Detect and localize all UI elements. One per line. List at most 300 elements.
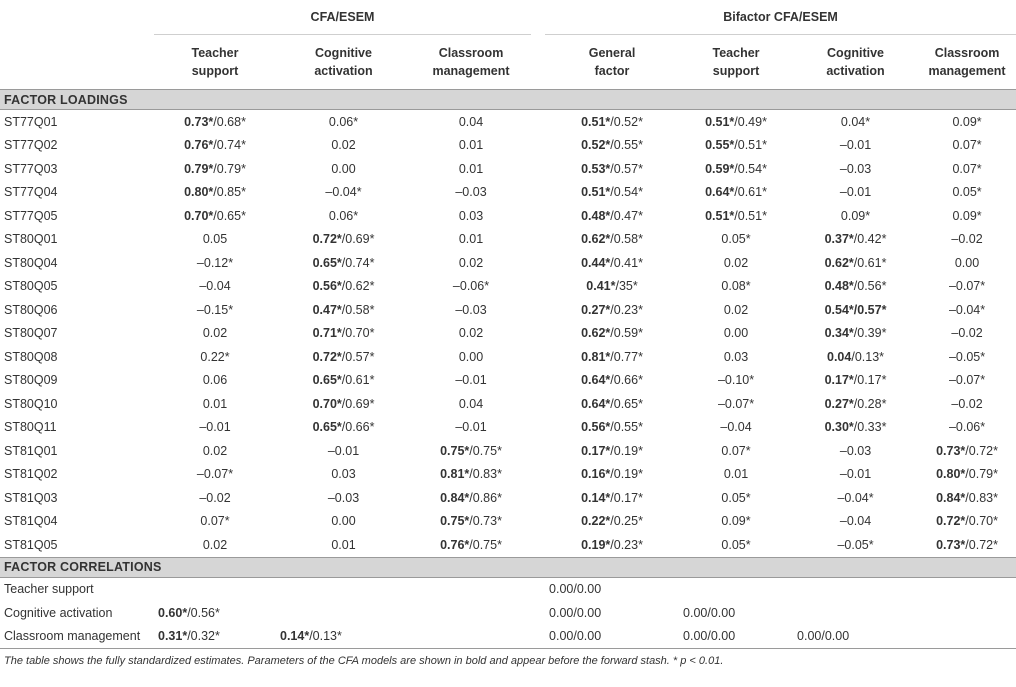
esem-value: 0.07* <box>200 514 230 529</box>
table-cell <box>679 416 793 440</box>
table-cell <box>918 204 1016 228</box>
table-row <box>0 439 1016 463</box>
table-cell <box>918 439 1016 463</box>
esem-value: /0.77* <box>610 349 643 364</box>
group-header-row <box>0 0 1016 35</box>
esem-value: 0.02 <box>202 537 228 552</box>
table-cell <box>411 486 531 510</box>
cfa-value: 0.17* <box>581 443 611 458</box>
table-cell <box>411 369 531 393</box>
column-header <box>276 35 411 90</box>
table-cell <box>154 298 276 322</box>
table-cell <box>276 204 411 228</box>
cfa-value: 0.80* <box>184 185 214 200</box>
table-cell <box>918 463 1016 487</box>
group-header-cfa-esem: CFA/ESEM <box>154 0 531 35</box>
esem-value: 0.01 <box>202 396 228 411</box>
table-row <box>0 416 1016 440</box>
cfa-value: 0.14* <box>581 490 611 505</box>
esem-value: /0.28* <box>853 396 887 411</box>
column-header <box>918 35 1016 90</box>
esem-value: /0.51* <box>734 138 767 153</box>
table-cell <box>276 134 411 158</box>
esem-value: /0.75* <box>469 443 502 458</box>
cfa-value: 0.72* <box>312 349 342 364</box>
table-cell <box>918 298 1016 322</box>
table-cell <box>793 110 918 134</box>
esem-value: –0.06* <box>948 420 986 435</box>
esem-value: /0.83* <box>965 490 998 505</box>
esem-value: 0.06* <box>328 208 359 223</box>
esem-value: –0.07* <box>948 279 986 294</box>
table-cell <box>918 134 1016 158</box>
column-header-line: Teacher <box>712 46 760 60</box>
cfa-value: 0.60* <box>158 605 188 620</box>
esem-value: –0.04 <box>839 514 872 529</box>
esem-value: /0.52* <box>610 114 643 129</box>
cfa-value: 0.81* <box>581 349 611 364</box>
cfa-value: 0.48* <box>824 279 854 294</box>
table-cell <box>918 345 1016 369</box>
table-cell <box>411 134 531 158</box>
esem-value: –0.12* <box>196 255 234 270</box>
table-cell <box>793 181 918 205</box>
table-cell <box>679 322 793 346</box>
table-cell <box>276 625 411 649</box>
row-label: ST80Q06 <box>4 302 58 317</box>
esem-value: 0.09* <box>952 114 982 129</box>
esem-value: 0.00/0.00 <box>549 629 602 644</box>
table-cell <box>154 134 276 158</box>
cfa-value: 0.72* <box>936 514 966 529</box>
factor-correlations-heading: FACTOR CORRELATIONS <box>0 557 1016 577</box>
table-cell <box>545 275 679 299</box>
cfa-value: 0.65* <box>312 420 342 435</box>
esem-value: /0.47* <box>610 208 643 223</box>
esem-value: 0.08* <box>721 279 751 294</box>
row-label: ST77Q03 <box>4 161 58 176</box>
table-cell <box>276 157 411 181</box>
cfa-value: 0.16* <box>581 467 611 482</box>
table-cell <box>793 298 918 322</box>
table-cell <box>545 369 679 393</box>
esem-value: /0.32* <box>187 629 220 644</box>
cfa-value: 0.54*/0.57* <box>824 302 887 317</box>
esem-value: 0.07* <box>721 443 751 458</box>
table-cell <box>679 510 793 534</box>
column-header <box>411 35 531 90</box>
table-cell <box>411 463 531 487</box>
esem-value: /0.61* <box>853 255 887 270</box>
cfa-value: 0.30* <box>824 420 854 435</box>
cfa-value: 0.56* <box>581 420 611 435</box>
esem-value: 0.00 <box>954 255 980 270</box>
table-cell <box>918 533 1016 557</box>
table-cell <box>918 228 1016 252</box>
table-cell <box>793 577 918 601</box>
table-cell <box>793 134 918 158</box>
table-cell <box>154 486 276 510</box>
column-header-line: Cognitive <box>315 46 372 60</box>
esem-value: /0.58* <box>341 302 375 317</box>
cfa-value: 0.70* <box>184 208 214 223</box>
esem-value: –0.01 <box>839 185 872 200</box>
esem-value: /0.57* <box>341 349 375 364</box>
table-cell <box>276 577 411 601</box>
esem-value: /0.55* <box>610 138 643 153</box>
table-cell <box>679 110 793 134</box>
esem-value: /0.69* <box>341 396 375 411</box>
esem-value: –0.04 <box>720 420 752 435</box>
esem-value: /0.70* <box>341 326 375 341</box>
footnote-p-value: < 0.01. <box>686 655 724 667</box>
table-cell <box>276 322 411 346</box>
esem-value: /0.66* <box>341 420 375 435</box>
esem-value: 0.03 <box>331 467 356 482</box>
esem-value: /0.59* <box>610 326 643 341</box>
table-cell <box>411 298 531 322</box>
esem-value: 0.04 <box>458 396 484 411</box>
row-label: ST77Q04 <box>4 185 58 200</box>
table-row <box>0 392 1016 416</box>
table-row <box>0 463 1016 487</box>
cfa-value: 0.79* <box>184 161 214 176</box>
table-cell <box>411 181 531 205</box>
esem-value: 0.06* <box>328 114 359 129</box>
esem-value: –0.04* <box>325 185 362 200</box>
column-header-line: Classroom <box>438 46 504 60</box>
table-cell <box>679 601 793 625</box>
table-cell <box>545 463 679 487</box>
esem-value: /0.17* <box>853 373 887 388</box>
esem-value: /0.86* <box>469 490 502 505</box>
cfa-value: 0.62* <box>581 232 611 247</box>
table-cell <box>276 533 411 557</box>
table-cell <box>276 392 411 416</box>
table-cell <box>276 298 411 322</box>
row-label: ST81Q01 <box>4 443 58 458</box>
cfa-value: 0.27* <box>824 396 854 411</box>
table-cell <box>154 110 276 134</box>
esem-value: –0.04 <box>199 279 231 294</box>
esem-value: –0.01 <box>839 138 872 153</box>
row-label: ST80Q01 <box>4 232 58 247</box>
table-cell <box>411 228 531 252</box>
table-cell <box>793 392 918 416</box>
esem-value: 0.02 <box>458 326 484 341</box>
footnote-p-symbol: p <box>680 655 687 667</box>
esem-value: 0.05* <box>721 537 751 552</box>
table-cell <box>411 251 531 275</box>
table-cell <box>793 625 918 649</box>
cfa-value: 0.55* <box>705 138 735 153</box>
cfa-value: 0.04 <box>827 349 852 364</box>
esem-value: /0.13* <box>309 629 342 644</box>
table-cell <box>276 439 411 463</box>
cfa-value: 0.81* <box>440 467 470 482</box>
esem-value: –0.10* <box>717 373 755 388</box>
column-header-line: management <box>432 64 510 78</box>
cfa-value: 0.73* <box>936 537 966 552</box>
esem-value: /0.57* <box>610 161 643 176</box>
cfa-value: 0.73* <box>184 114 214 129</box>
esem-value: 0.04* <box>840 114 871 129</box>
table-cell <box>276 369 411 393</box>
esem-value: /0.33* <box>853 420 887 435</box>
cfa-value: 0.65* <box>312 373 342 388</box>
table-cell <box>793 510 918 534</box>
table-row <box>0 486 1016 510</box>
table-cell <box>411 345 531 369</box>
group-header-bifactor: Bifactor CFA/ESEM <box>545 0 1016 35</box>
table-cell <box>154 392 276 416</box>
esem-value: 0.06 <box>202 373 228 388</box>
table-cell <box>793 251 918 275</box>
column-header-line: support <box>191 64 239 78</box>
table-cell <box>545 601 679 625</box>
row-label: Teacher support <box>4 582 94 597</box>
esem-value: 0.02 <box>331 138 356 153</box>
esem-value: /0.19* <box>610 443 643 458</box>
column-header-line: General <box>588 46 636 60</box>
cfa-value: 0.51* <box>705 208 735 223</box>
esem-value: /0.79* <box>965 467 998 482</box>
esem-value: /0.65* <box>610 396 643 411</box>
table-cell <box>918 275 1016 299</box>
esem-value: 0.09* <box>721 514 751 529</box>
esem-value: 0.00 <box>331 161 356 176</box>
table-cell <box>545 204 679 228</box>
esem-value: /0.79* <box>213 161 246 176</box>
table-cell <box>679 134 793 158</box>
table-row <box>0 369 1016 393</box>
esem-value: –0.07* <box>948 373 986 388</box>
table-cell <box>154 533 276 557</box>
table-cell <box>545 110 679 134</box>
esem-value: 0.01 <box>458 138 484 153</box>
column-header <box>793 35 918 90</box>
cfa-value: 0.41* <box>586 279 616 294</box>
column-header-line: support <box>712 64 760 78</box>
table-cell <box>411 110 531 134</box>
table-cell <box>545 577 679 601</box>
esem-value: /0.39* <box>853 326 887 341</box>
table-cell <box>793 345 918 369</box>
table-cell <box>545 157 679 181</box>
row-label: ST80Q05 <box>4 279 58 294</box>
table-cell <box>276 181 411 205</box>
cfa-value: 0.64* <box>581 373 611 388</box>
table-cell <box>154 510 276 534</box>
esem-value: 0.00 <box>458 349 484 364</box>
cfa-value: 0.31* <box>158 629 188 644</box>
table-cell <box>679 533 793 557</box>
esem-value: –0.07* <box>717 396 755 411</box>
esem-value: /0.23* <box>610 537 643 552</box>
table-cell <box>918 510 1016 534</box>
esem-value: 0.00/0.00 <box>549 605 602 620</box>
table-cell <box>679 439 793 463</box>
table-cell <box>276 601 411 625</box>
column-header-line: activation <box>314 64 373 78</box>
table-row <box>0 204 1016 228</box>
table-cell <box>276 228 411 252</box>
table-cell <box>545 392 679 416</box>
esem-value: 0.02 <box>458 255 484 270</box>
table-cell <box>154 463 276 487</box>
esem-value: /0.17* <box>610 490 643 505</box>
esem-value: –0.01 <box>839 467 872 482</box>
esem-value: /0.56* <box>853 279 887 294</box>
esem-value: 0.00 <box>723 326 749 341</box>
row-label: ST81Q02 <box>4 467 58 482</box>
esem-value: /0.66* <box>610 373 643 388</box>
factor-loadings-row <box>0 90 1016 110</box>
esem-value: 0.01 <box>331 537 356 552</box>
table-cell <box>545 439 679 463</box>
cfa-value: 0.71* <box>312 326 342 341</box>
table-cell <box>918 625 1016 649</box>
cfa-value: 0.62* <box>581 326 611 341</box>
cfa-value: 0.51* <box>581 114 611 129</box>
cfa-value: 0.84* <box>936 490 966 505</box>
esem-value: –0.03 <box>839 161 872 176</box>
esem-value: /0.56* <box>187 605 220 620</box>
table-row <box>0 322 1016 346</box>
table-cell <box>679 577 793 601</box>
table-cell <box>793 204 918 228</box>
row-label: ST77Q02 <box>4 138 58 153</box>
table-cell <box>918 416 1016 440</box>
table-cell <box>679 204 793 228</box>
table-row <box>0 625 1016 649</box>
column-header <box>545 35 679 90</box>
table-cell <box>793 275 918 299</box>
cfa-value: 0.37* <box>824 232 854 247</box>
esem-value: /0.74* <box>341 255 375 270</box>
table-cell <box>545 533 679 557</box>
cfa-value: 0.27* <box>581 302 611 317</box>
esem-value: 0.00/0.00 <box>549 582 602 597</box>
table-cell <box>276 110 411 134</box>
cfa-value: 0.75* <box>440 443 470 458</box>
esem-value: 0.00/0.00 <box>683 605 736 620</box>
cfa-value: 0.53* <box>581 161 611 176</box>
esem-value: 0.05* <box>721 232 751 247</box>
esem-value: 0.03 <box>458 208 484 223</box>
column-header-line: factor <box>594 64 630 78</box>
esem-value: –0.03 <box>839 443 872 458</box>
table-row <box>0 601 1016 625</box>
esem-value: 0.01 <box>458 232 484 247</box>
esem-value: /0.69* <box>341 232 375 247</box>
table-cell <box>679 392 793 416</box>
factor-correlations-row <box>0 557 1016 577</box>
cfa-value: 0.44* <box>581 255 611 270</box>
esem-value: /0.61* <box>734 185 767 200</box>
cfa-value: 0.51* <box>581 185 611 200</box>
table-cell <box>918 369 1016 393</box>
esem-value: –0.15* <box>196 302 234 317</box>
table-cell <box>154 181 276 205</box>
column-header-row <box>0 35 1016 90</box>
table-cell <box>918 251 1016 275</box>
esem-value: /0.19* <box>610 467 643 482</box>
esem-value: /0.55* <box>610 420 643 435</box>
row-label: Cognitive activation <box>4 605 113 620</box>
row-label: ST81Q04 <box>4 514 58 529</box>
cfa-value: 0.64* <box>581 396 611 411</box>
esem-value: 0.09* <box>840 208 871 223</box>
esem-value: /0.74* <box>213 138 246 153</box>
table-cell <box>918 322 1016 346</box>
table-cell <box>793 228 918 252</box>
cfa-value: 0.56* <box>312 279 342 294</box>
esem-value: 0.07* <box>952 161 982 176</box>
cfa-value: 0.84* <box>440 490 470 505</box>
esem-value: –0.01 <box>327 443 360 458</box>
row-label: ST77Q05 <box>4 208 58 223</box>
cfa-value: 0.34* <box>824 326 854 341</box>
esem-value: 0.02 <box>723 302 749 317</box>
table-cell <box>411 625 531 649</box>
table-cell <box>411 322 531 346</box>
table-cell <box>411 275 531 299</box>
table-cell <box>276 486 411 510</box>
table-cell <box>918 157 1016 181</box>
row-label: ST81Q03 <box>4 490 58 505</box>
table-cell <box>793 486 918 510</box>
esem-value: /0.83* <box>469 467 502 482</box>
esem-value: /0.49* <box>734 114 767 129</box>
table-cell <box>411 510 531 534</box>
table-row <box>0 157 1016 181</box>
table-cell <box>918 392 1016 416</box>
table-cell <box>154 345 276 369</box>
cfa-value: 0.62* <box>824 255 854 270</box>
table-cell <box>411 439 531 463</box>
esem-value: /0.42* <box>853 232 887 247</box>
column-header-line: management <box>928 64 1006 78</box>
table-cell <box>679 463 793 487</box>
esem-value: /0.61* <box>341 373 375 388</box>
row-label: Classroom management <box>0 625 154 649</box>
table-cell <box>545 510 679 534</box>
cfa-value: 0.65* <box>312 255 342 270</box>
factor-loadings-heading: FACTOR LOADINGS <box>0 90 1016 110</box>
esem-value: /0.72* <box>965 537 998 552</box>
esem-value: –0.03 <box>455 302 487 317</box>
esem-value: –0.02 <box>951 232 983 247</box>
esem-value: /0.70* <box>965 514 998 529</box>
cfa-value: 0.75* <box>440 514 470 529</box>
esem-value: /0.58* <box>610 232 643 247</box>
cfa-value: 0.76* <box>184 138 214 153</box>
table-cell <box>154 275 276 299</box>
esem-value: /0.54* <box>610 185 643 200</box>
esem-value: –0.07* <box>196 467 234 482</box>
table-cell <box>411 577 531 601</box>
table-row <box>0 510 1016 534</box>
table-cell <box>154 577 276 601</box>
column-header-line: Classroom <box>934 46 1000 60</box>
column-header <box>679 35 793 90</box>
table-row <box>0 110 1016 134</box>
table-cell <box>545 486 679 510</box>
esem-value: –0.02 <box>951 396 983 411</box>
row-label: ST77Q01 <box>4 114 58 129</box>
row-label: ST80Q08 <box>4 349 58 364</box>
